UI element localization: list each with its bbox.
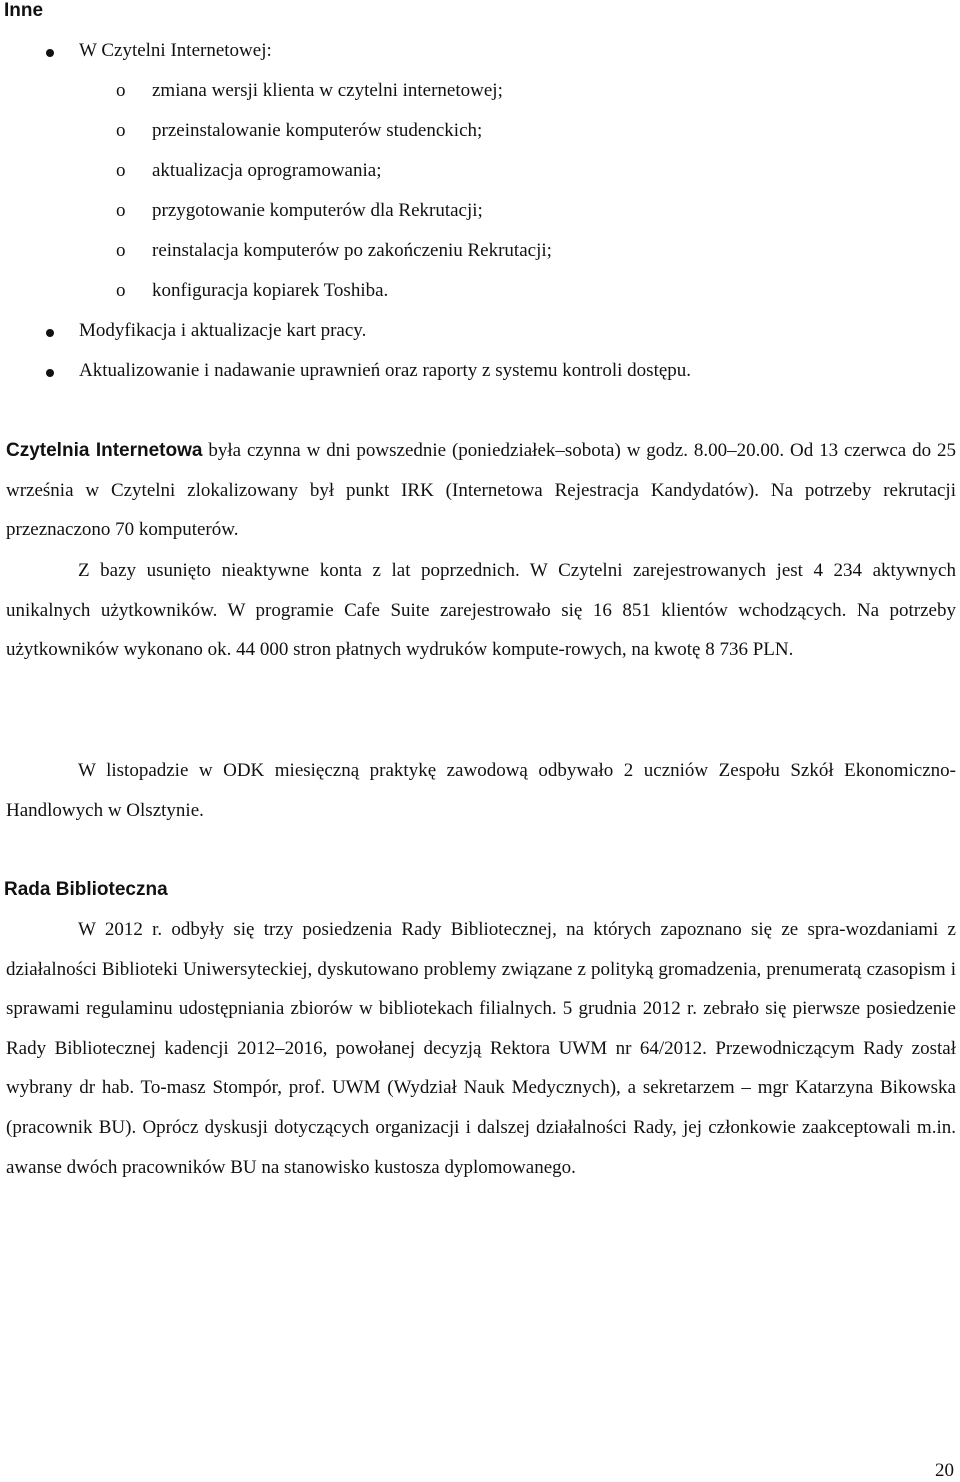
sub-list-item-text: zmiana wersji klienta w czytelni internetowej;: [152, 80, 503, 101]
rada-paragraph: [6, 910, 956, 1187]
sub-list-item-text: aktualizacja oprogramowania;: [152, 160, 382, 181]
bullet-icon: [46, 49, 54, 57]
list-item-text: Modyfikacja i aktualizacje kart pracy.: [79, 320, 367, 341]
circle-marker-icon: o: [116, 240, 126, 261]
list-item-text: W Czytelni Internetowej:: [79, 40, 272, 61]
circle-marker-icon: o: [116, 160, 126, 181]
czytelnia-paragraph-1: [6, 431, 956, 550]
list-item-text: Aktualizowanie i nadawanie uprawnień oraz raporty z systemu kontroli dostępu.: [79, 360, 692, 381]
sub-list-item-text: reinstalacja komputerów po zakończeniu Rekrutacji;: [152, 240, 552, 261]
odk-paragraph: [6, 751, 956, 830]
sub-list-item-text: przeinstalowanie komputerów studenckich;: [152, 120, 483, 141]
sub-list-item-text: przygotowanie komputerów dla Rekrutacji;: [152, 200, 483, 221]
page-number: 20: [935, 1460, 954, 1481]
rada-paragraph-text: W 2012 r. odbyły się trzy posiedzenia Rady Bibliotecznej, na których zapoznano się ze spra-wozdaniami z działalności Biblioteki Uniwersyteckiej, dyskutowano problemy związane z polityką gromadzenia, prenumeratą czasopism i sprawami regulaminu udostępniania zbiorów w bibliotekach filialnych. 5 grudnia 2012 r. zebrało się pierwsze posiedzenie Rady Bibliotecznej kadencji 2012–2016, powołanej decyzją Rektora UWM nr 64/2012. Przewodniczącym Rady został wybrany dr hab. To-masz Stompór, prof. UWM (Wydział Nauk Medycznych), a sekretarzem – mgr Katarzyna Bikowska (pracownik BU). Oprócz dyskusji dotyczących organizacji i dalszej działalności Rady, jej członkowie zaakceptowali m.in. awanse dwóch pracowników BU na stanowisko kustosza dyplomowanego.: [6, 919, 956, 1178]
czytelnia-paragraph-2: [6, 551, 956, 670]
czytelnia-bold-lead: Czytelnia Internetowa: [6, 440, 203, 461]
bullet-icon: [46, 329, 54, 337]
circle-marker-icon: o: [116, 200, 126, 221]
section-title-rada: Rada Biblioteczna: [4, 879, 168, 900]
circle-marker-icon: o: [116, 120, 126, 141]
circle-marker-icon: o: [116, 280, 126, 301]
circle-marker-icon: o: [116, 80, 126, 101]
czytelnia-paragraph-1-text: była czynna w dni powszednie (poniedziałek–sobota) w godz. 8.00–20.00. Od 13 czerwca do 25 września w Czytelni zlokalizowany był punkt IRK (Internetowa Rejestracja Kandydatów). Na potrzeby rekrutacji przeznaczono 70 komputerów.: [6, 440, 956, 541]
section-title-inne: Inne: [4, 0, 44, 21]
sub-list-item-text: konfiguracja kopiarek Toshiba.: [152, 280, 389, 301]
bullet-icon: [46, 369, 54, 377]
czytelnia-paragraph-2-text: Z bazy usunięto nieaktywne konta z lat poprzednich. W Czytelni zarejestrowanych jest 4 234 aktywnych unikalnych użytkowników. W programie Cafe Suite zarejestrowało się 16 851 klientów wchodzących. Na potrzeby użytkowników wykonano ok. 44 000 stron płatnych wydruków kompute-rowych, na kwotę 8 736 PLN.: [6, 560, 956, 661]
odk-paragraph-text: W listopadzie w ODK miesięczną praktykę zawodową odbywało 2 uczniów Zespołu Szkół Ekonomiczno-Handlowych w Olsztynie.: [6, 760, 956, 821]
